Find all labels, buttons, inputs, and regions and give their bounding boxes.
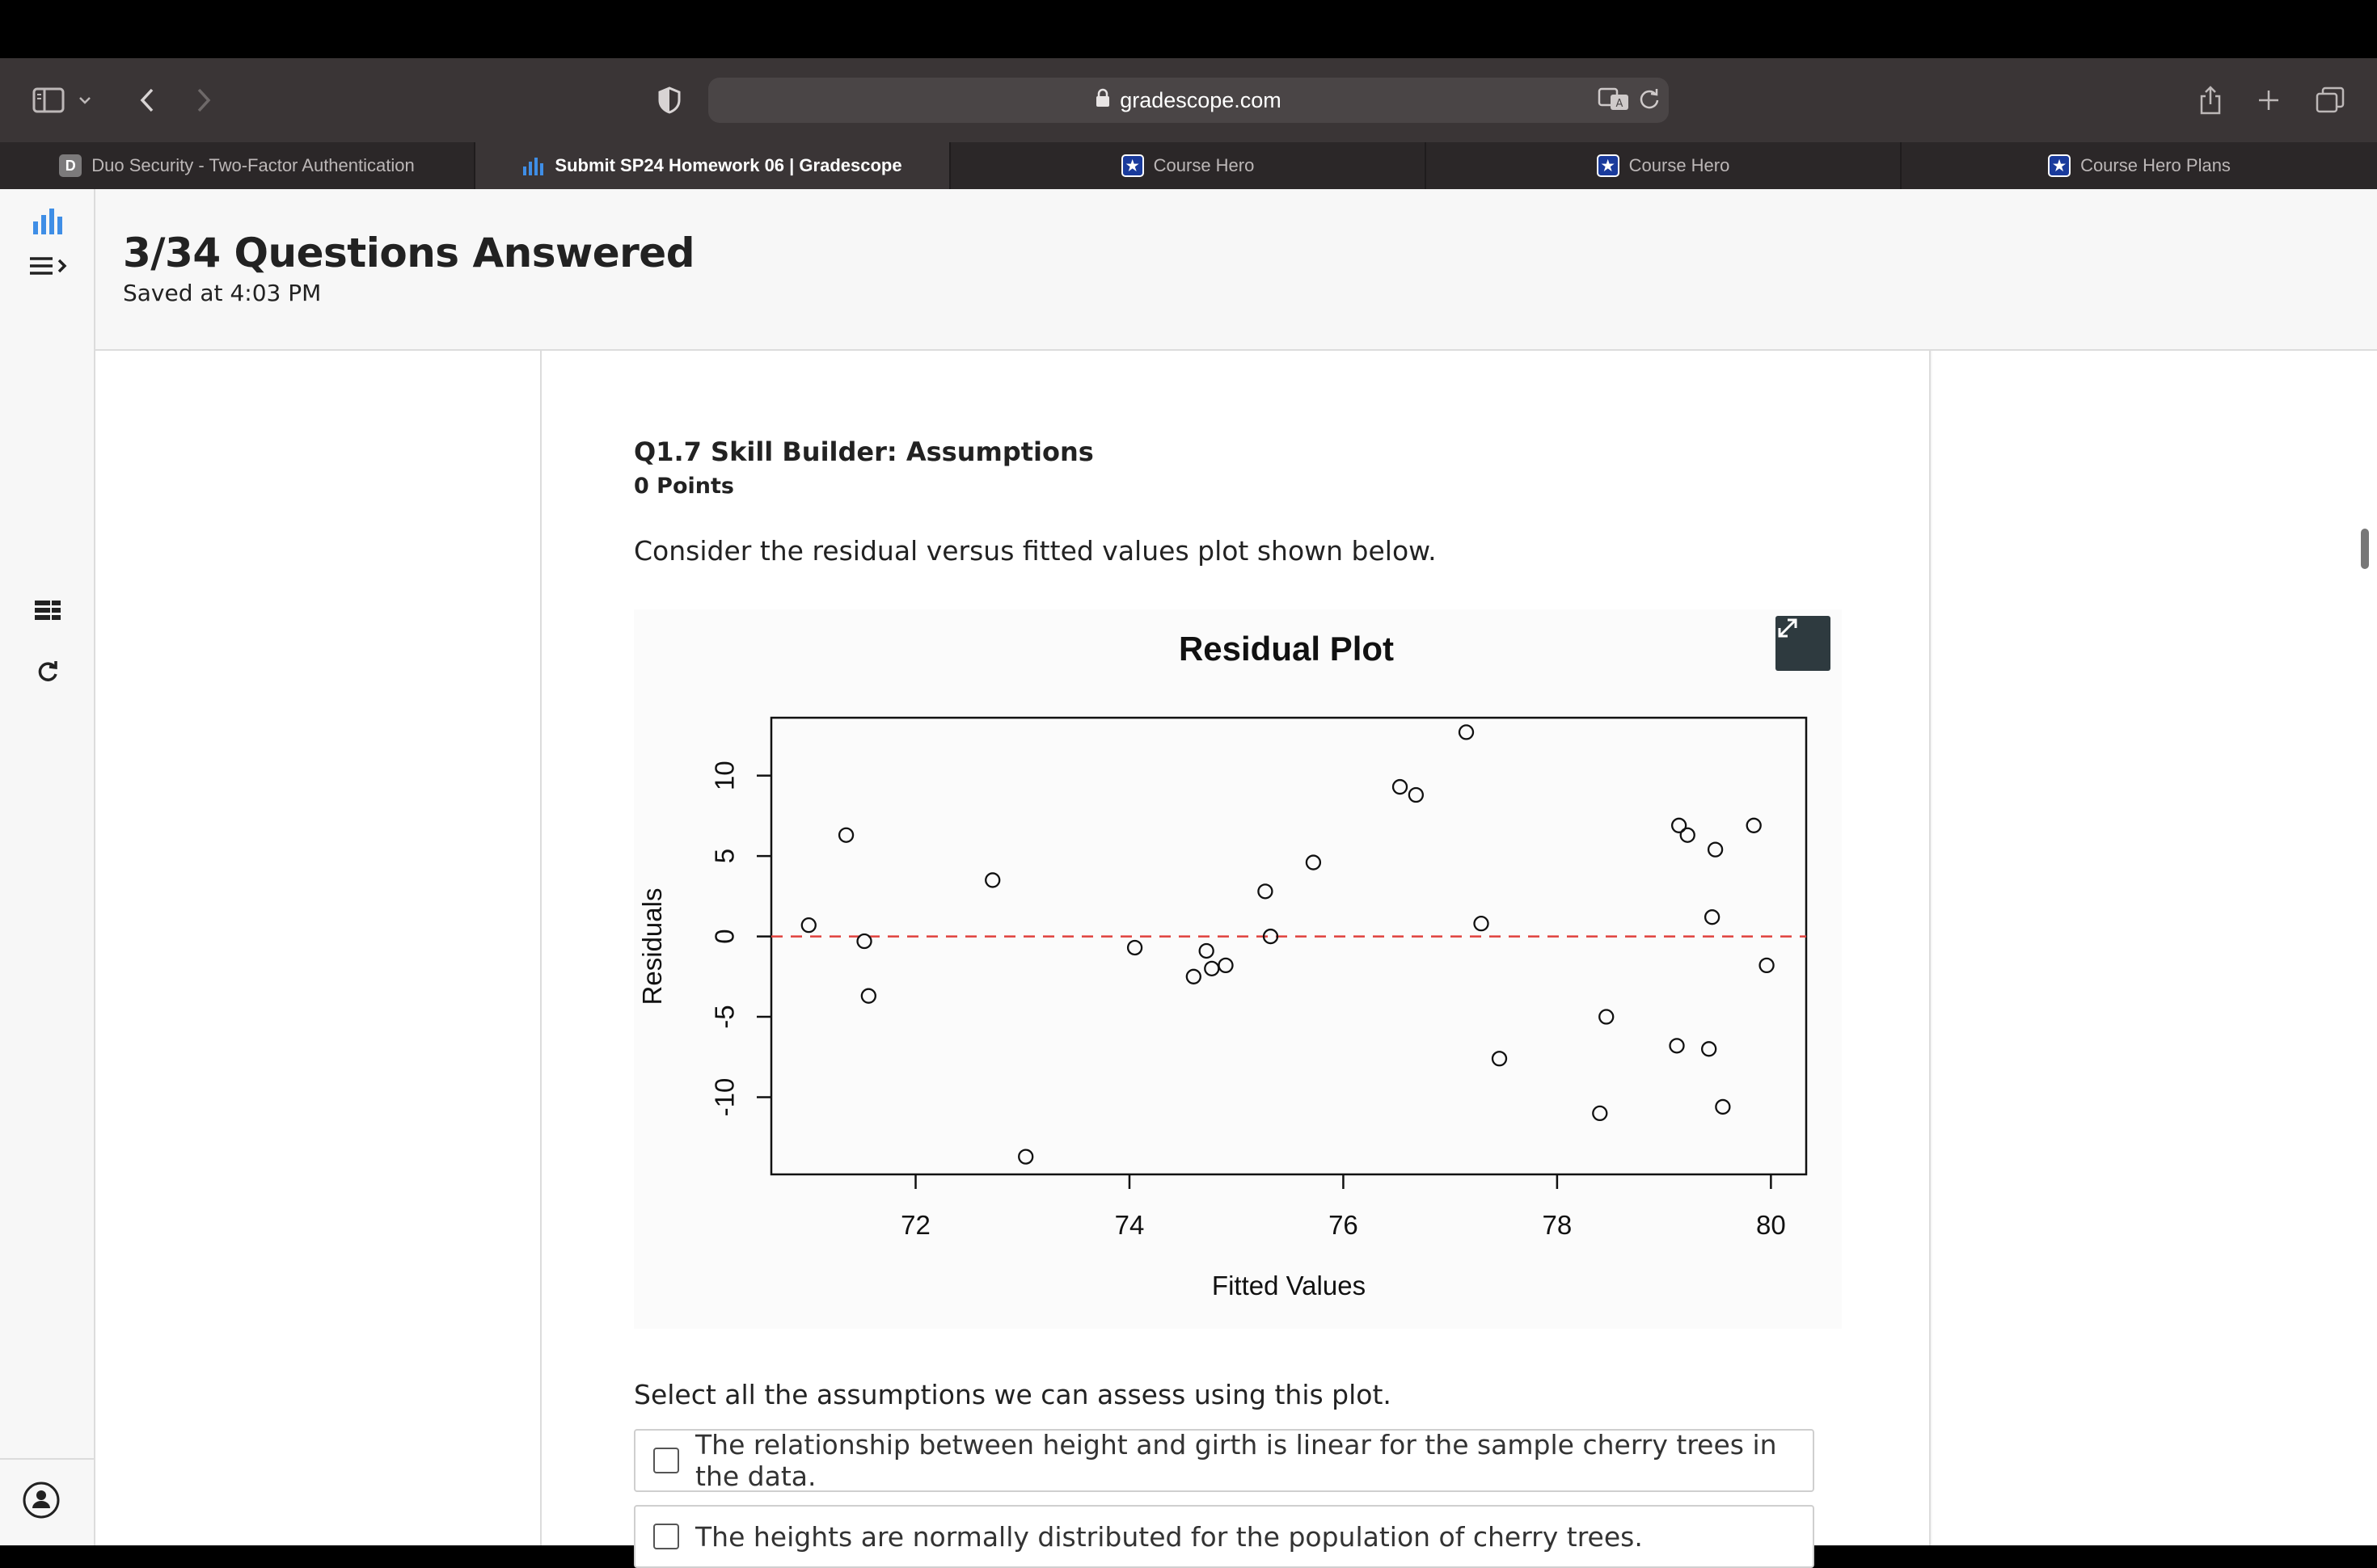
residual-point [1258,884,1272,898]
tab-label: Course Hero Plans [2080,155,2231,175]
y-tick-label: -5 [709,1005,740,1029]
course-hero-favicon-icon: ★ [1597,154,1619,177]
left-gutter [95,351,542,1545]
residual-point [1716,1100,1729,1114]
privacy-shield-icon[interactable] [650,81,689,120]
residual-point [1393,780,1407,794]
reload-icon[interactable] [1638,87,1661,110]
gradescope-favicon-icon [522,154,545,177]
residual-plot-figure [634,609,1842,1329]
checkbox[interactable] [653,1448,679,1473]
residual-plot-chart [634,609,1842,1329]
tab-label: Course Hero [1153,155,1255,175]
residual-point [839,828,853,842]
residual-point [1760,959,1774,972]
question-points: 0 Points [634,474,734,499]
tab-label: Duo Security - Two-Factor Authentication [91,155,415,175]
share-icon[interactable] [2191,81,2230,120]
tab-label: Course Hero [1628,155,1730,175]
residual-point [802,918,816,932]
page-title: 3/34 Questions Answered [123,230,695,276]
question-title: Q1.7 Skill Builder: Assumptions [634,436,1094,467]
checkbox[interactable] [653,1524,679,1549]
residual-point [1702,1042,1716,1056]
account-icon[interactable] [0,1481,89,1520]
x-tick-label: 78 [1542,1210,1573,1240]
y-tick-label: 10 [709,761,740,790]
residual-point [1593,1106,1606,1120]
new-tab-icon[interactable] [2249,81,2288,120]
rail-divider [0,1458,95,1460]
residual-point [862,989,876,1003]
question-panel [542,351,1931,1553]
residual-point [1599,1010,1613,1024]
gradescope-logo-icon[interactable] [0,205,95,234]
left-rail [0,189,95,1545]
macos-menubar [0,0,2377,58]
option-label: The heights are normally distributed for the population of cherry trees. [695,1520,1643,1553]
saved-status: Saved at 4:03 PM [123,280,322,306]
residual-point [1708,843,1722,857]
back-icon[interactable] [128,81,167,120]
tab-course-hero-plans[interactable] [1902,142,2377,189]
option-label: The relationship between height and girth is linear for the sample cherry trees in the data. [695,1429,1777,1492]
residual-point [1128,941,1142,955]
residual-point [986,873,999,887]
sidebar-toggle-icon[interactable] [29,81,68,120]
tab-duo-security[interactable] [0,142,475,189]
chevron-down-icon[interactable] [73,81,97,120]
plot-area-frame [771,718,1806,1174]
course-hero-favicon-icon: ★ [1121,154,1144,177]
y-tick-label: -10 [709,1077,740,1117]
x-tick-label: 80 [1756,1210,1786,1240]
residual-point [1200,944,1214,958]
tab-gradescope[interactable] [475,142,951,189]
scrollbar[interactable] [2361,529,2369,569]
x-tick-label: 76 [1328,1210,1358,1240]
residual-point [1205,962,1218,976]
residual-point [1492,1052,1506,1065]
question-prompt: Consider the residual versus fitted values plot shown below. [634,535,1437,567]
tab-strip [0,142,2377,189]
residual-point [1670,1039,1684,1052]
x-tick-label: 72 [901,1210,931,1240]
forward-icon[interactable] [184,81,223,120]
residual-point [1705,910,1719,924]
residual-point [1747,819,1761,832]
page-header [95,189,2377,351]
url-text: gradescope.com [1120,87,1281,112]
tab-overview-icon[interactable] [2311,81,2350,120]
residual-point [858,934,872,948]
question-outline-icon[interactable] [0,598,95,622]
address-bar[interactable] [708,78,1669,123]
duo-favicon: D [59,154,82,177]
residual-point [1681,828,1695,842]
tab-course-hero-1[interactable] [951,142,1426,189]
x-tick-label: 74 [1114,1210,1145,1240]
refresh-icon[interactable] [0,660,95,684]
y-tick-label: 0 [709,929,740,944]
y-axis-label: Residuals [637,887,667,1005]
residual-point [1307,856,1320,870]
residual-point [1187,970,1201,984]
gradescope-app [0,189,2377,1553]
residual-point [1218,959,1232,972]
assumption-option-normality[interactable] [634,1505,1814,1568]
residual-point [1409,788,1423,802]
tab-course-hero-2[interactable] [1426,142,1902,189]
y-tick-label: 5 [709,848,740,864]
translate-icon[interactable] [1598,87,1630,112]
residual-point [1019,1150,1032,1164]
expand-icon [1775,616,1800,640]
expand-menu-icon[interactable] [0,254,95,278]
lock-icon [1096,88,1110,113]
expand-image-button[interactable] [1775,616,1830,671]
chart-title: Residual Plot [1178,630,1395,668]
right-gutter [1932,351,2377,1545]
residual-point [1459,725,1473,739]
assumption-option-linearity[interactable] [634,1429,1814,1492]
svg-text:A: A [1615,98,1623,110]
tab-label: Submit SP24 Homework 06 | Gradescope [555,155,902,175]
select-prompt: Select all the assumptions we can assess using this plot. [634,1379,1391,1410]
x-axis-label: Fitted Values [1211,1271,1366,1300]
course-hero-favicon-icon: ★ [2048,154,2071,177]
residual-point [1475,917,1488,930]
